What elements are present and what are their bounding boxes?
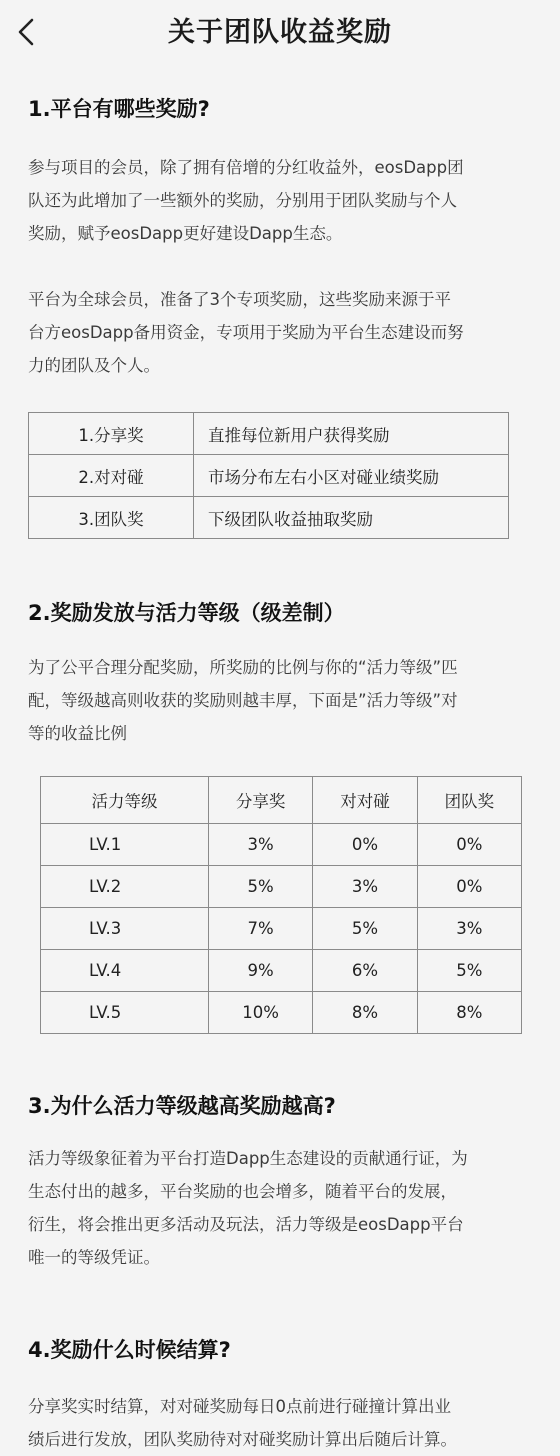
share-cell: 7% [208,908,312,950]
section3-heading: 3.为什么活力等级越高奖励越高? [28,1094,336,1118]
text-line: 配，等级越高则收获的奖励则越丰厚，下面是”活力等级”对 [28,691,458,710]
table-row [29,455,509,497]
column-header: 对对碰 [313,777,417,824]
table-row [41,866,522,908]
rewards-table [28,412,509,539]
reward-name: 3.团队奖 [29,497,194,539]
text-line: 生态付出的越多，平台奖励的也会增多，随着平台的发展， [28,1182,457,1201]
section1-paragraph1 [28,151,538,250]
share-cell: 10% [208,992,312,1034]
text-line: 活力等级象征着为平台打造Dapp生态建设的贡献通行证，为 [28,1149,468,1168]
text-line: 队还为此增加了一些额外的奖励，分别用于团队奖励与个人 [28,191,457,210]
team-cell: 8% [417,992,521,1034]
level-cell: LV.1 [41,824,209,866]
level-cell: LV.3 [41,908,209,950]
text-line: 奖励，赋予eosDapp更好建设Dapp生态。 [28,224,343,243]
team-cell: 0% [417,866,521,908]
table-row [29,497,509,539]
column-header: 分享奖 [208,777,312,824]
section3-paragraph [28,1142,538,1274]
share-cell: 9% [208,950,312,992]
table-row [29,413,509,455]
section4-heading: 4.奖励什么时候结算? [28,1338,231,1362]
text-line: 台方eosDapp备用资金，专项用于奖励为平台生态建设而努 [28,323,464,342]
section2-heading: 2.奖励发放与活力等级（级差制） [28,601,345,625]
level-cell: LV.4 [41,950,209,992]
table-row [41,824,522,866]
table-row [41,992,522,1034]
section2-paragraph [28,651,538,750]
text-line: 绩后进行发放，团队奖励待对对碰奖励计算出后随后计算。 [28,1430,457,1449]
share-cell: 5% [208,866,312,908]
article [0,93,560,1456]
table-header-row [41,777,522,824]
share-cell: 3% [208,824,312,866]
section1-heading: 1.平台有哪些奖励? [28,97,210,121]
text-line: 为了公平合理分配奖励，所奖励的比例与你的“活力等级”匹 [28,658,458,677]
page-title: 关于团队收益奖励 [168,17,392,48]
section4-paragraph [28,1390,538,1456]
text-line: 平台为全球会员，准备了3个专项奖励，这些奖励来源于平 [28,290,451,309]
text-line: 分享奖实时结算，对对碰奖励每日0点前进行碰撞计算出业 [28,1397,451,1416]
reward-desc: 市场分布左右小区对碰业绩奖励 [194,455,509,497]
pair-cell: 5% [313,908,417,950]
column-header: 活力等级 [41,777,209,824]
level-cell: LV.2 [41,866,209,908]
table-row [41,908,522,950]
reward-desc: 直推每位新用户获得奖励 [194,413,509,455]
pair-cell: 0% [313,824,417,866]
pair-cell: 3% [313,866,417,908]
team-cell: 5% [417,950,521,992]
text-line: 唯一的等级凭证。 [28,1248,160,1267]
text-line: 参与项目的会员，除了拥有倍增的分红收益外，eosDapp团 [28,158,464,177]
reward-desc: 下级团队收益抽取奖励 [194,497,509,539]
header [0,0,560,60]
pair-cell: 6% [313,950,417,992]
team-cell: 3% [417,908,521,950]
text-line: 力的团队及个人。 [28,356,160,375]
reward-name: 1.分享奖 [29,413,194,455]
reward-name: 2.对对碰 [29,455,194,497]
pair-cell: 8% [313,992,417,1034]
table-row [41,950,522,992]
text-line: 衍生，将会推出更多活动及玩法，活力等级是eosDapp平台 [28,1215,464,1234]
text-line: 等的收益比例 [28,724,127,743]
column-header: 团队奖 [417,777,521,824]
level-table [40,776,522,1034]
level-cell: LV.5 [41,992,209,1034]
team-cell: 0% [417,824,521,866]
section1-paragraph2 [28,283,538,382]
